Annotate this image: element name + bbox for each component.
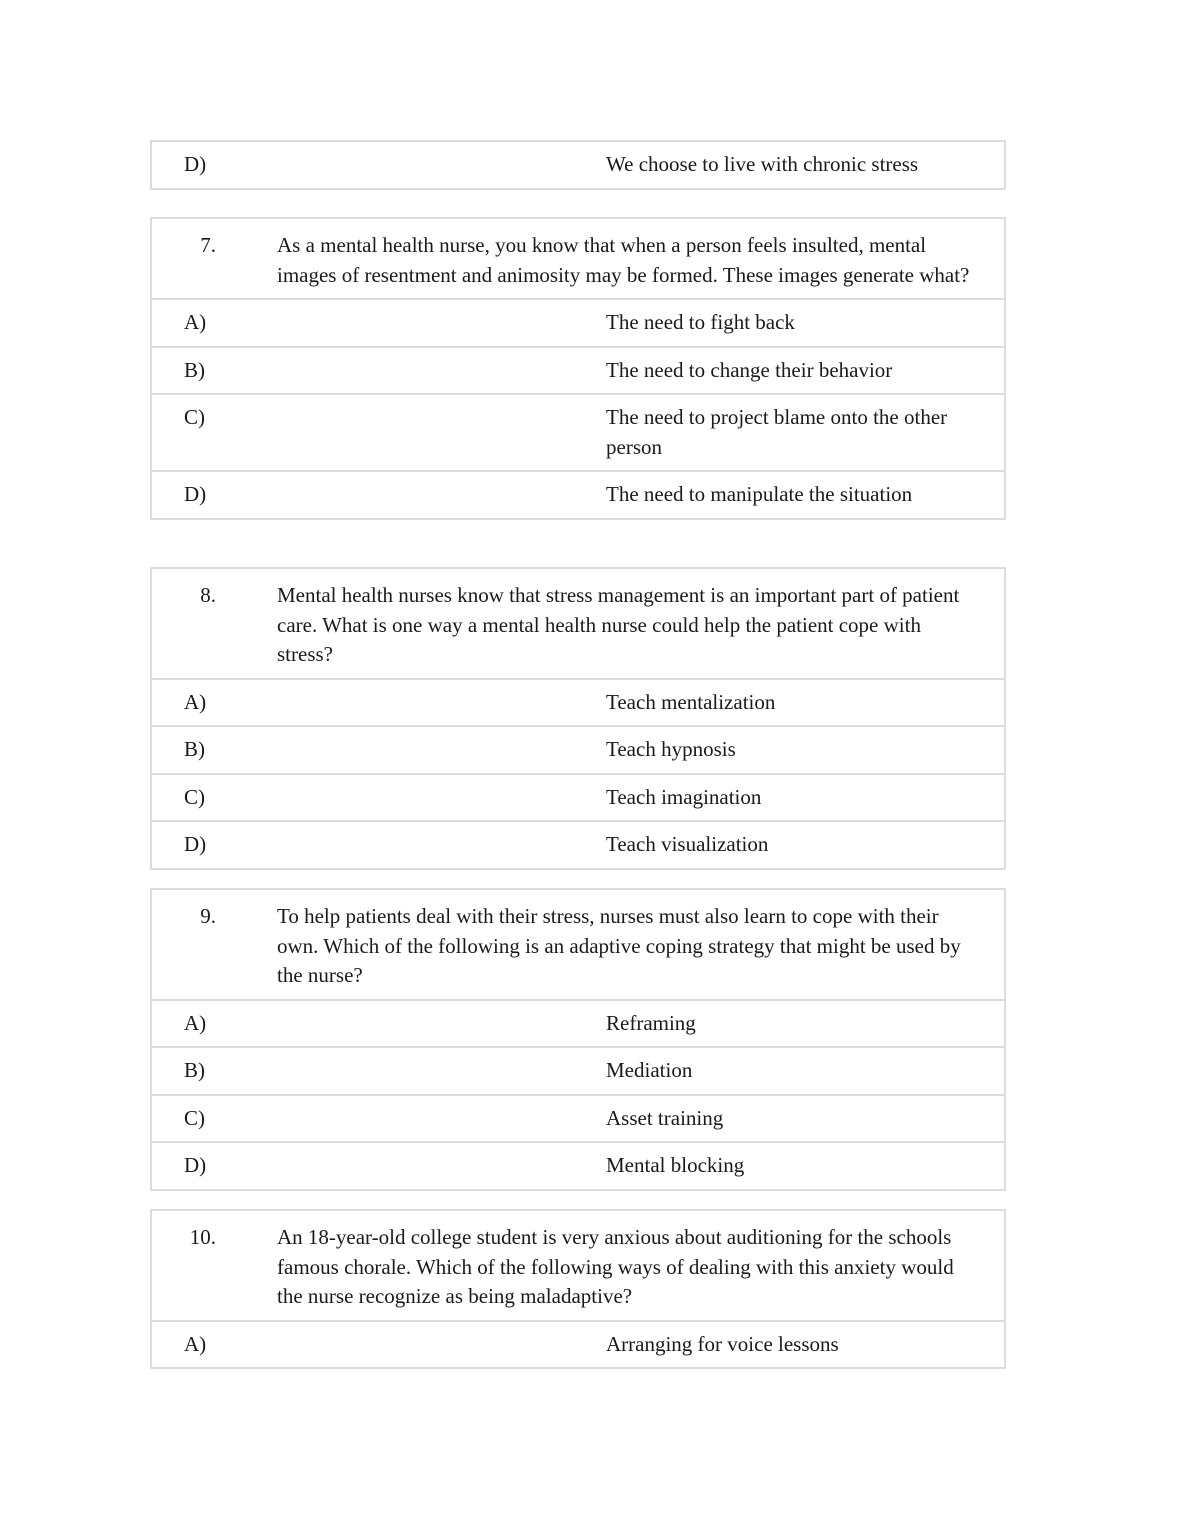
- option-text: We choose to live with chronic stress: [606, 152, 919, 176]
- answer-option: [152, 346, 1004, 394]
- question-text: Mental health nurses know that stress management is an important part of patient care. What is one way a mental health nurse could help the patient cope with stress?: [277, 583, 960, 666]
- option-letter: C): [184, 1105, 205, 1130]
- option-letter: D): [184, 152, 207, 176]
- question-8: [150, 567, 1006, 870]
- question-6-fragment: [150, 140, 1006, 190]
- option-text: The need to change their behavior: [606, 357, 893, 382]
- option-text: Teach visualization: [606, 832, 769, 856]
- answer-option: [152, 1094, 1004, 1142]
- question-number: 10.: [189, 1225, 216, 1249]
- option-letter: C): [184, 405, 205, 429]
- answer-option: [152, 773, 1004, 821]
- option-letter: B): [184, 737, 205, 761]
- option-text: The need to project blame onto the other person: [606, 405, 948, 459]
- option-text: Reframing: [606, 1010, 696, 1035]
- answer-option: [152, 1320, 1004, 1368]
- answer-option: [152, 999, 1004, 1047]
- question-number: 9.: [200, 904, 216, 928]
- answer-option: [152, 678, 1004, 726]
- answer-option: [152, 298, 1004, 346]
- option-text: The need to fight back: [606, 310, 795, 334]
- option-text: Arranging for voice lessons: [606, 1331, 839, 1356]
- option-letter: A): [184, 1010, 207, 1035]
- answer-option: [152, 1141, 1004, 1189]
- answer-option: [152, 142, 1004, 188]
- option-letter: B): [184, 1058, 205, 1082]
- question-10: [150, 1209, 1006, 1369]
- question-9: [150, 888, 1006, 1191]
- option-letter: A): [184, 689, 207, 714]
- answer-option: [152, 393, 1004, 470]
- option-letter: D): [184, 832, 207, 856]
- question-7: [150, 217, 1006, 520]
- question-stem: [152, 569, 1004, 678]
- question-text: An 18-year-old college student is very anxious about auditioning for the schools famous chorale. Which of the following ways of dealing with this anxiety would the nurse recognize as being maladaptive?: [277, 1225, 954, 1308]
- option-letter: D): [184, 482, 207, 506]
- question-text: As a mental health nurse, you know that when a person feels insulted, mental images of resentment and animosity may be formed. These images generate what?: [277, 233, 970, 287]
- answer-option: [152, 725, 1004, 773]
- option-text: Asset training: [606, 1105, 724, 1130]
- option-text: Mediation: [606, 1058, 693, 1082]
- option-text: Teach mentalization: [606, 689, 776, 714]
- question-number: 7.: [200, 233, 216, 257]
- option-text: Teach hypnosis: [606, 737, 736, 761]
- option-letter: A): [184, 1331, 207, 1356]
- answer-option: [152, 470, 1004, 518]
- option-letter: C): [184, 784, 205, 809]
- option-letter: B): [184, 357, 205, 382]
- answer-option: [152, 1046, 1004, 1094]
- option-text: Teach imagination: [606, 784, 762, 809]
- option-letter: A): [184, 310, 207, 334]
- option-text: The need to manipulate the situation: [606, 482, 913, 506]
- question-text: To help patients deal with their stress, nurses must also learn to cope with their own. Which of the following is an adaptive coping strategy that might be used by the nurse?: [277, 904, 961, 987]
- option-text: Mental blocking: [606, 1153, 745, 1177]
- question-stem: [152, 1211, 1004, 1320]
- question-stem: [152, 890, 1004, 999]
- question-number: 8.: [200, 583, 216, 607]
- option-letter: D): [184, 1153, 207, 1177]
- answer-option: [152, 820, 1004, 868]
- question-stem: [152, 219, 1004, 298]
